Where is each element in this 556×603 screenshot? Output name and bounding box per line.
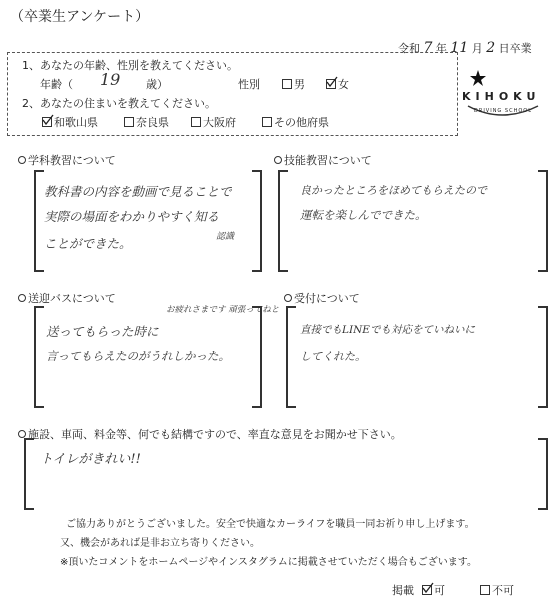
publish-label: 掲載 — [392, 584, 414, 597]
age-value[interactable]: 19 — [100, 70, 121, 89]
bullet-circle-icon — [284, 294, 292, 302]
date-day-unit: 日卒業 — [498, 42, 532, 55]
publish-allow-option[interactable]: 可 — [422, 582, 445, 598]
bullet-circle-icon — [18, 156, 26, 164]
date-month: 11 — [450, 40, 469, 56]
footer-line1: ご協力ありがとうございました。安全で快適なカーライフを職員一同お祈り申し上げます。 — [66, 519, 475, 530]
bracket-right — [538, 438, 548, 510]
checkbox-empty-icon — [480, 585, 490, 595]
gender-female-option[interactable]: 女 — [326, 76, 349, 92]
q2-label: 2、あなたの住まいを教えてください。 — [22, 97, 216, 110]
academic-answer-line3[interactable]: ことができた。 — [44, 236, 132, 251]
bracket-left — [34, 170, 44, 272]
bus-answer-insert: お疲れさまです 頑張ってねと — [166, 305, 280, 315]
bracket-right — [252, 170, 262, 272]
q1-label: 1、あなたの年齢、性別を教えてください。 — [22, 59, 238, 72]
bus-answer-line2[interactable]: 言ってもらえたのがうれしかった。 — [46, 349, 230, 363]
academic-answer-line2[interactable]: 実際の場面をわかりやすく知る — [44, 209, 220, 224]
checkbox-checked-icon — [422, 585, 432, 595]
logo-sub: DRIVING SCHOOL — [474, 108, 532, 114]
date-era: 令和 — [398, 42, 420, 55]
bracket-left — [34, 306, 44, 408]
bracket-right — [252, 306, 262, 408]
bracket-right — [538, 170, 548, 272]
academic-answer-note: 認識 — [216, 232, 235, 242]
bus-answer-line1[interactable]: 送ってもらった時に — [46, 324, 159, 339]
reception-answer-line2[interactable]: してくれた。 — [300, 350, 366, 363]
publish-deny-option[interactable]: 不可 — [480, 582, 514, 598]
school-logo — [460, 66, 544, 126]
age-label: 年齢（ — [40, 78, 73, 91]
date-year-unit: 年 — [435, 42, 447, 55]
date-month-unit: 月 — [471, 42, 483, 55]
footer-line2: 又、機会があれば是非お立ち寄りください。 — [60, 538, 260, 549]
skill-answer-line1[interactable]: 良かったところをほめてもらえたので — [300, 184, 487, 197]
bracket-left — [286, 306, 296, 408]
bullet-circle-icon — [274, 156, 282, 164]
residence-option-nara[interactable]: 奈良県 — [124, 114, 169, 130]
reception-answer-line1[interactable]: 直接でもLINEでも対応をていねいに — [300, 324, 475, 336]
residence-option-other[interactable]: その他府県 — [262, 114, 329, 130]
age-unit: 歳） — [146, 78, 168, 91]
academic-section-title: 学科教習について — [18, 152, 116, 168]
reception-section-title: 受付について — [284, 290, 360, 306]
checkbox-checked-icon — [42, 117, 52, 127]
skill-answer-line2[interactable]: 運転を楽しんでできた。 — [300, 208, 427, 222]
page-title: （卒業生アンケート） — [10, 9, 150, 25]
checkbox-empty-icon — [124, 117, 134, 127]
bracket-left — [278, 170, 288, 272]
gender-label: 性別 — [238, 78, 260, 91]
checkbox-empty-icon — [262, 117, 272, 127]
logo-name: KIHOKU — [462, 90, 541, 103]
checkbox-checked-icon — [326, 79, 336, 89]
bracket-right — [538, 306, 548, 408]
facility-section-title: 施設、車両、料金等、何でも結構ですので、率直な意見をお聞かせ下さい。 — [18, 426, 402, 442]
date-day: 2 — [486, 40, 496, 56]
skill-section-title: 技能教習について — [274, 152, 372, 168]
facility-answer[interactable]: トイレがきれい!! — [40, 452, 141, 467]
bullet-circle-icon — [18, 430, 26, 438]
bullet-circle-icon — [18, 294, 26, 302]
residence-option-osaka[interactable]: 大阪府 — [191, 114, 236, 130]
gender-male-option[interactable]: 男 — [282, 76, 305, 92]
date-year: 7 — [423, 40, 433, 56]
checkbox-empty-icon — [282, 79, 292, 89]
checkbox-empty-icon — [191, 117, 201, 127]
academic-answer-line1[interactable]: 教科書の内容を動画で見ることで — [44, 184, 232, 199]
footer-line3: ※頂いたコメントをホームページやインスタグラムに掲載させていただく場合もございます。 — [60, 557, 477, 568]
bus-section-title: 送迎バスについて — [18, 290, 116, 306]
bracket-left — [24, 438, 34, 510]
residence-option-wakayama[interactable]: 和歌山県 — [42, 114, 98, 130]
